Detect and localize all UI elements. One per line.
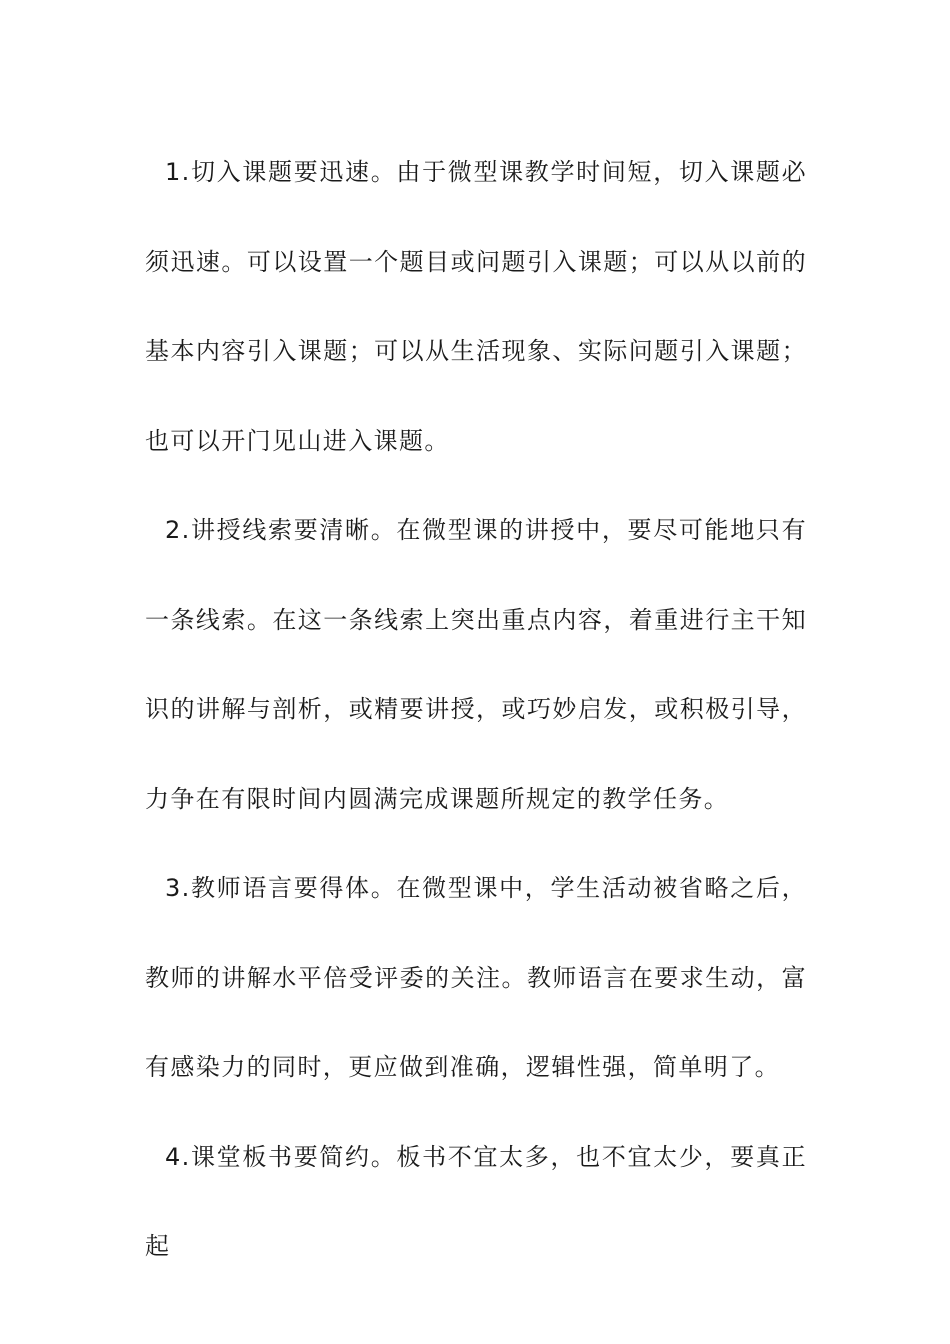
paragraph-4: 4.课堂板书要简约。板书不宜太多，也不宜太少，要真正起	[145, 1142, 807, 1260]
paragraph-2: 2.讲授线索要清晰。在微型课的讲授中，要尽可能地只有一条线索。在这一条线索上突出重点内容，着重进行主干知识的讲解与剖析，或精要讲授，或巧妙启发，或积极引导，力争在有限时间内圆满完成课题所规定的教学任务。	[145, 516, 807, 813]
paragraph-3: 3.教师语言要得体。在微型课中，学生活动被省略之后，教师的讲解水平倍受评委的关注。教师语言在要求生动，富有感染力的同时，更应做到准确，逻辑性强，简单明了。	[145, 874, 807, 1081]
paragraph-1: 1.切入课题要迅速。由于微型课教学时间短，切入课题必须迅速。可以设置一个题目或问题引入课题；可以从以前的基本内容引入课题；可以从生活现象、实际问题引入课题；也可以开门见山进入课题。	[145, 158, 807, 455]
document-body	[145, 128, 807, 1292]
